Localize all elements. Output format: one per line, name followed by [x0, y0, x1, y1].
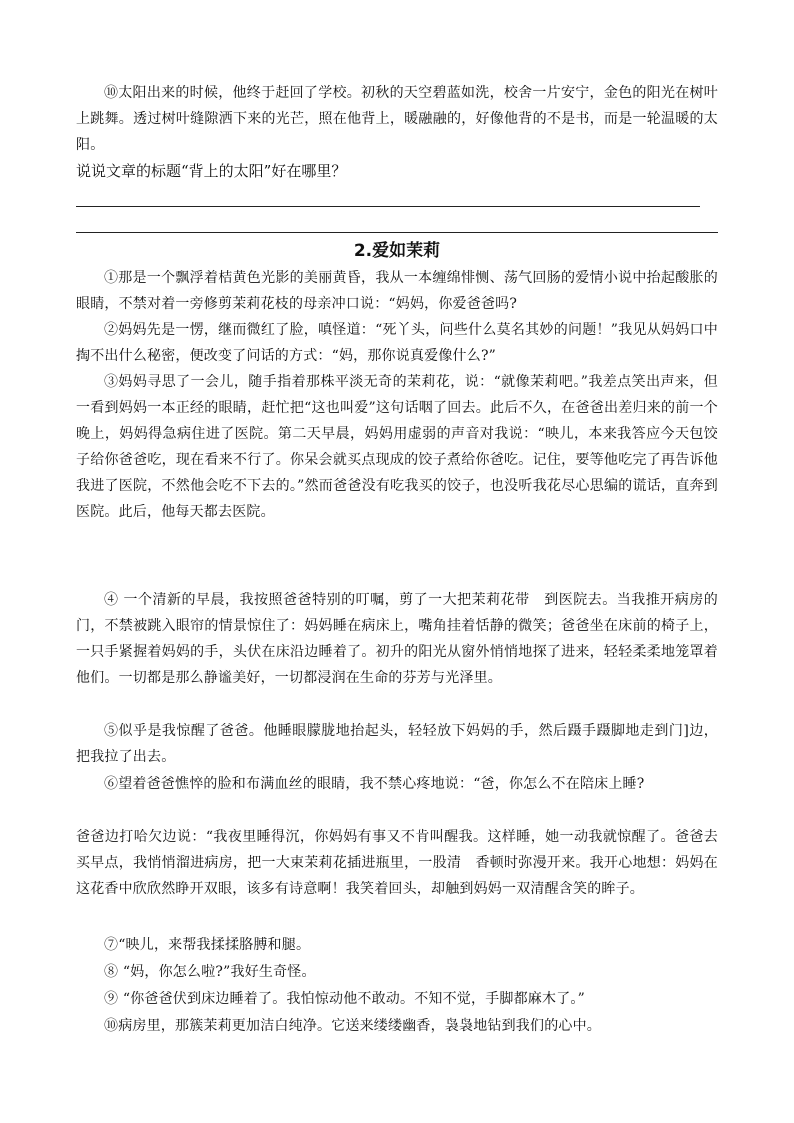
answer-line-2[interactable] [76, 232, 718, 233]
paragraph-3: ③妈妈寻思了一会儿，随手指着那株平淡无奇的茉莉花，说：“就像茉莉吧。”我差点笑出声来，但一看到妈妈一本正经的眼睛，赶忙把“这也叫爱”这句话咽了回去。此后不久，在爸爸出差归来的前一个晚上，妈妈得急病住进了医院。第二天早晨，妈妈用虚弱的声音对我说：“映儿，本来我答应今天包饺子给你爸爸吃，现在看来不行了。你呆会就买点现成的饺子煮给你爸吃。记住，要等他吃完了再告诉他我进了医院，不然他会吃不下去的。”然而爸爸没有吃我买的饺子，也没听我花尽心思编的谎话，直奔到医院。此后，他每天都去医院。 [76, 374, 718, 520]
paragraph-6b: 爸爸边打哈欠边说：“我夜里睡得沉，你妈妈有事又不肯叫醒我。这样睡，她一动我就惊醒了。爸爸去买早点，我悄悄溜进病房，把一大束茉莉花插进瓶里，一股清 香顿时弥漫开来。我开心地想：妈妈在这花香中欣欣然睁开双眼，该多有诗意啊！我笑着回头，却触到妈妈一双清醒含笑的眸子。 [76, 829, 718, 897]
answer-line-1[interactable] [76, 206, 700, 207]
paragraph-10: ⑩病房里，那簇茉莉更加洁白纯净。它送来缕缕幽香，袅袅地钻到我们的心中。 [104, 1018, 601, 1034]
paragraph-1: ①那是一个飘浮着桔黄色光影的美丽黄昏，我从一本缠绵悱恻、荡气回肠的爱情小说中抬起酸胀的眼睛，不禁对着一旁修剪茉莉花枝的母亲冲口说：“妈妈，你爱爸爸吗? [76, 270, 718, 312]
paragraph-2: ②妈妈先是一愣，继而微红了脸，嗔怪道：“死丫头，问些什么莫名其妙的问题！”我见从妈妈口中掏不出什么秘密，便改变了问话的方式：“妈，那你说真爱像什么?” [76, 322, 718, 364]
paragraph-10-section1: ⑩太阳出来的时候，他终于赶回了学校。初秋的天空碧蓝如洗，校舍一片安宁，金色的阳光在树叶上跳舞。透过树叶缝隙洒下来的光芒，照在他背上，暖融融的，好像他背的不是书，而是一轮温暖的太阳。 [76, 85, 718, 153]
section-title: 2.爱如茉莉 [353, 241, 441, 261]
paragraph-5: ⑤似乎是我惊醒了爸爸。他睡眼朦胧地抬起头，轻轻放下妈妈的手，然后蹑手蹑脚地走到门]边，把我拉了出去。 [76, 723, 718, 765]
paragraph-4: ④ 一个清新的早晨，我按照爸爸特别的叮嘱，剪了一大把茉莉花带 到医院去。当我推开病房的门，不禁被跳入眼帘的情景惊住了：妈妈睡在病床上，嘴角挂着恬静的微笑；爸爸坐在床前的椅子上，一只手紧握着妈妈的手，头伏在床沿边睡着了。初升的阳光从窗外悄悄地探了进来，轻轻柔柔地笼罩着他们。一切都是那么静谧美好，一切都浸润在生命的芬芳与光泽里。 [76, 592, 718, 686]
paragraph-7: ⑦“映儿，来帮我揉揉胳膊和腿。 [104, 937, 311, 953]
paragraph-8: ⑧ “妈，你怎么啦?”我好生奇怪。 [104, 964, 316, 980]
paragraph-6a: ⑥望着爸爸憔悴的脸和布满血丝的眼睛，我不禁心疼地说：“爸，你怎么不在陪床上睡? [104, 776, 645, 792]
question-text: 说说文章的标题“背上的太阳”好在哪里？ [76, 162, 347, 180]
paragraph-9: ⑨ “你爸爸伏到床边睡着了。我怕惊动他不敢动。不知不觉，手脚都麻木了。” [104, 991, 585, 1007]
